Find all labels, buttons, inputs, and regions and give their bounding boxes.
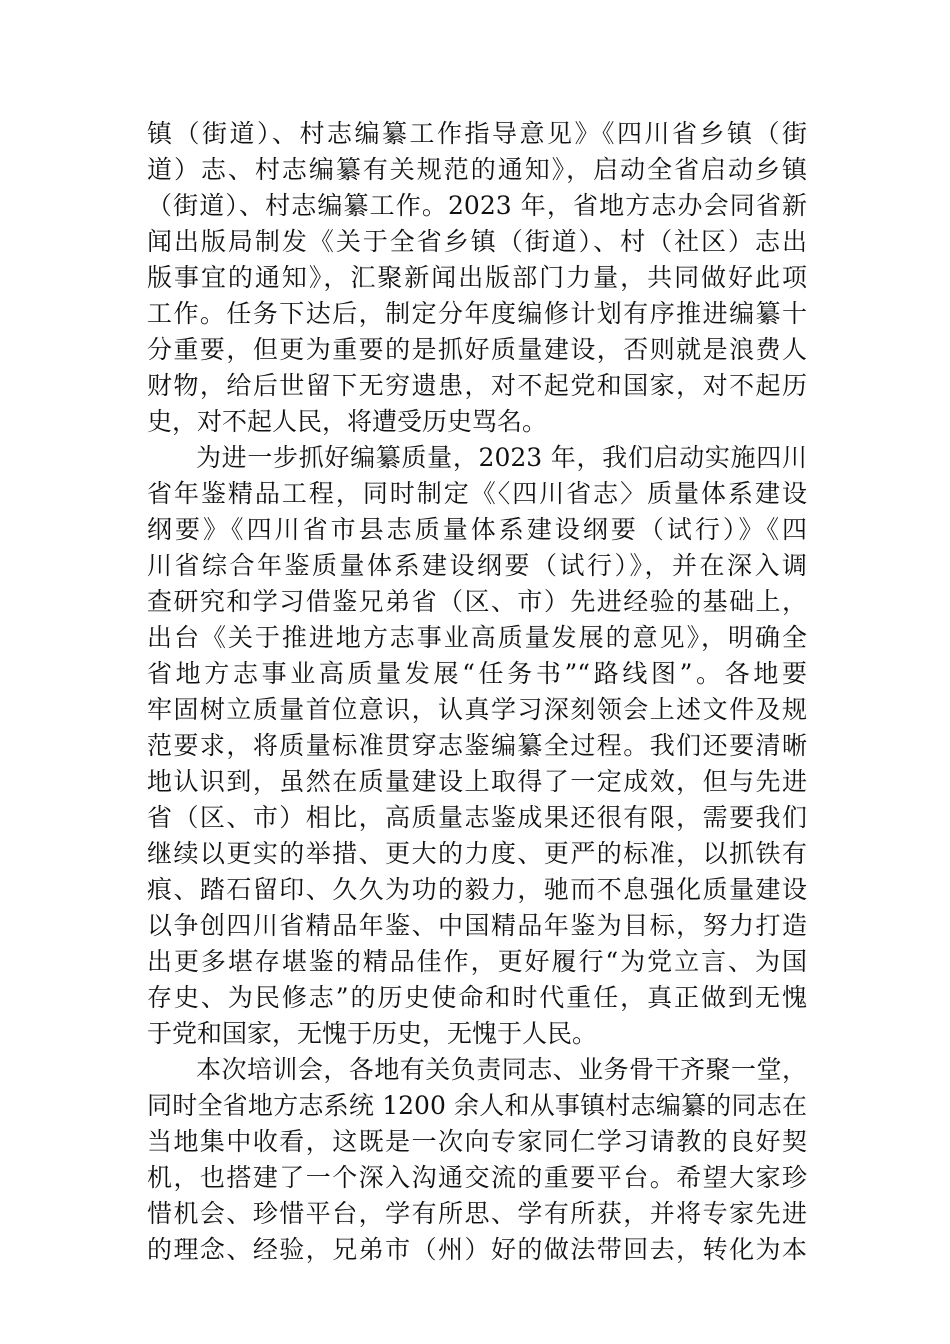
- text-line: 痕、踏石留印、久久为功的毅力，驰而不息强化质量建设: [147, 875, 807, 904]
- text-line: 版事宜的通知》，汇聚新闻出版部门力量，共同做好此项: [147, 263, 807, 292]
- text-line: 省（区、市）相比，高质量志鉴成果还很有限，需要我们: [147, 803, 807, 832]
- text-line: 的理念、经验，兄弟市（州）好的做法带回去，转化为本: [147, 1235, 807, 1264]
- text-line: 继续以更实的举措、更大的力度、更严的标准，以抓铁有: [147, 839, 807, 868]
- text-line: 财物，给后世留下无穷遗患，对不起党和国家，对不起历: [147, 371, 807, 400]
- text-line: 省年鉴精品工程，同时制定《〈四川省志〉质量体系建设: [147, 479, 807, 508]
- text-line: 地认识到，虽然在质量建设上取得了一定成效，但与先进: [147, 767, 807, 796]
- text-line: 史，对不起人民，将遭受历史骂名。: [147, 407, 548, 436]
- text-line: 同时全省地方志系统 1200 余人和从事镇村志编纂的同志在: [147, 1091, 807, 1120]
- text-line: 于党和国家，无愧于历史，无愧于人民。: [147, 1019, 598, 1048]
- text-line: 闻出版局制发《关于全省乡镇（街道）、村（社区）志出: [147, 227, 807, 256]
- text-line: 分重要，但更为重要的是抓好质量建设，否则就是浪费人: [147, 335, 807, 364]
- text-line: 当地集中收看，这既是一次向专家同仁学习请教的良好契: [147, 1127, 807, 1156]
- text-line: 出更多堪存堪鉴的精品佳作，更好履行“为党立言、为国: [147, 947, 807, 976]
- text-line: 牢固树立质量首位意识，认真学习深刻领会上述文件及规: [147, 695, 807, 724]
- text-line: 机，也搭建了一个深入沟通交流的重要平台。希望大家珍: [147, 1163, 807, 1192]
- text-line: 省地方志事业高质量发展“任务书”“路线图”。各地要: [147, 659, 807, 688]
- text-line: 道）志、村志编纂有关规范的通知》，启动全省启动乡镇: [147, 155, 807, 184]
- text-line: 纲要》《四川省市县志质量体系建设纲要（试行）》《四: [147, 515, 807, 544]
- text-line: 存史、为民修志”的历史使命和时代重任，真正做到无愧: [147, 983, 807, 1012]
- text-line: 以争创四川省精品年鉴、中国精品年鉴为目标，努力打造: [147, 911, 807, 940]
- text-line: 范要求，将质量标准贯穿志鉴编纂全过程。我们还要清晰: [147, 731, 807, 760]
- text-line: 镇（街道）、村志编纂工作指导意见》《四川省乡镇（街: [147, 119, 807, 148]
- text-line: 工作。任务下达后，制定分年度编修计划有序推进编纂十: [147, 299, 807, 328]
- paragraph-first-line: 本次培训会，各地有关负责同志、业务骨干齐聚一堂，: [196, 1055, 807, 1084]
- text-line: 惜机会、珍惜平台，学有所思、学有所获，并将专家先进: [147, 1199, 807, 1228]
- text-line: 出台《关于推进地方志事业高质量发展的意见》，明确全: [147, 623, 807, 652]
- text-line: 查研究和学习借鉴兄弟省（区、市）先进经验的基础上，: [147, 587, 807, 616]
- paragraph-first-line: 为进一步抓好编纂质量，2023 年，我们启动实施四川: [196, 443, 807, 472]
- text-line: （街道）、村志编纂工作。2023 年，省地方志办会同省新: [147, 191, 807, 220]
- text-line: 川省综合年鉴质量体系建设纲要（试行）》，并在深入调: [147, 551, 807, 580]
